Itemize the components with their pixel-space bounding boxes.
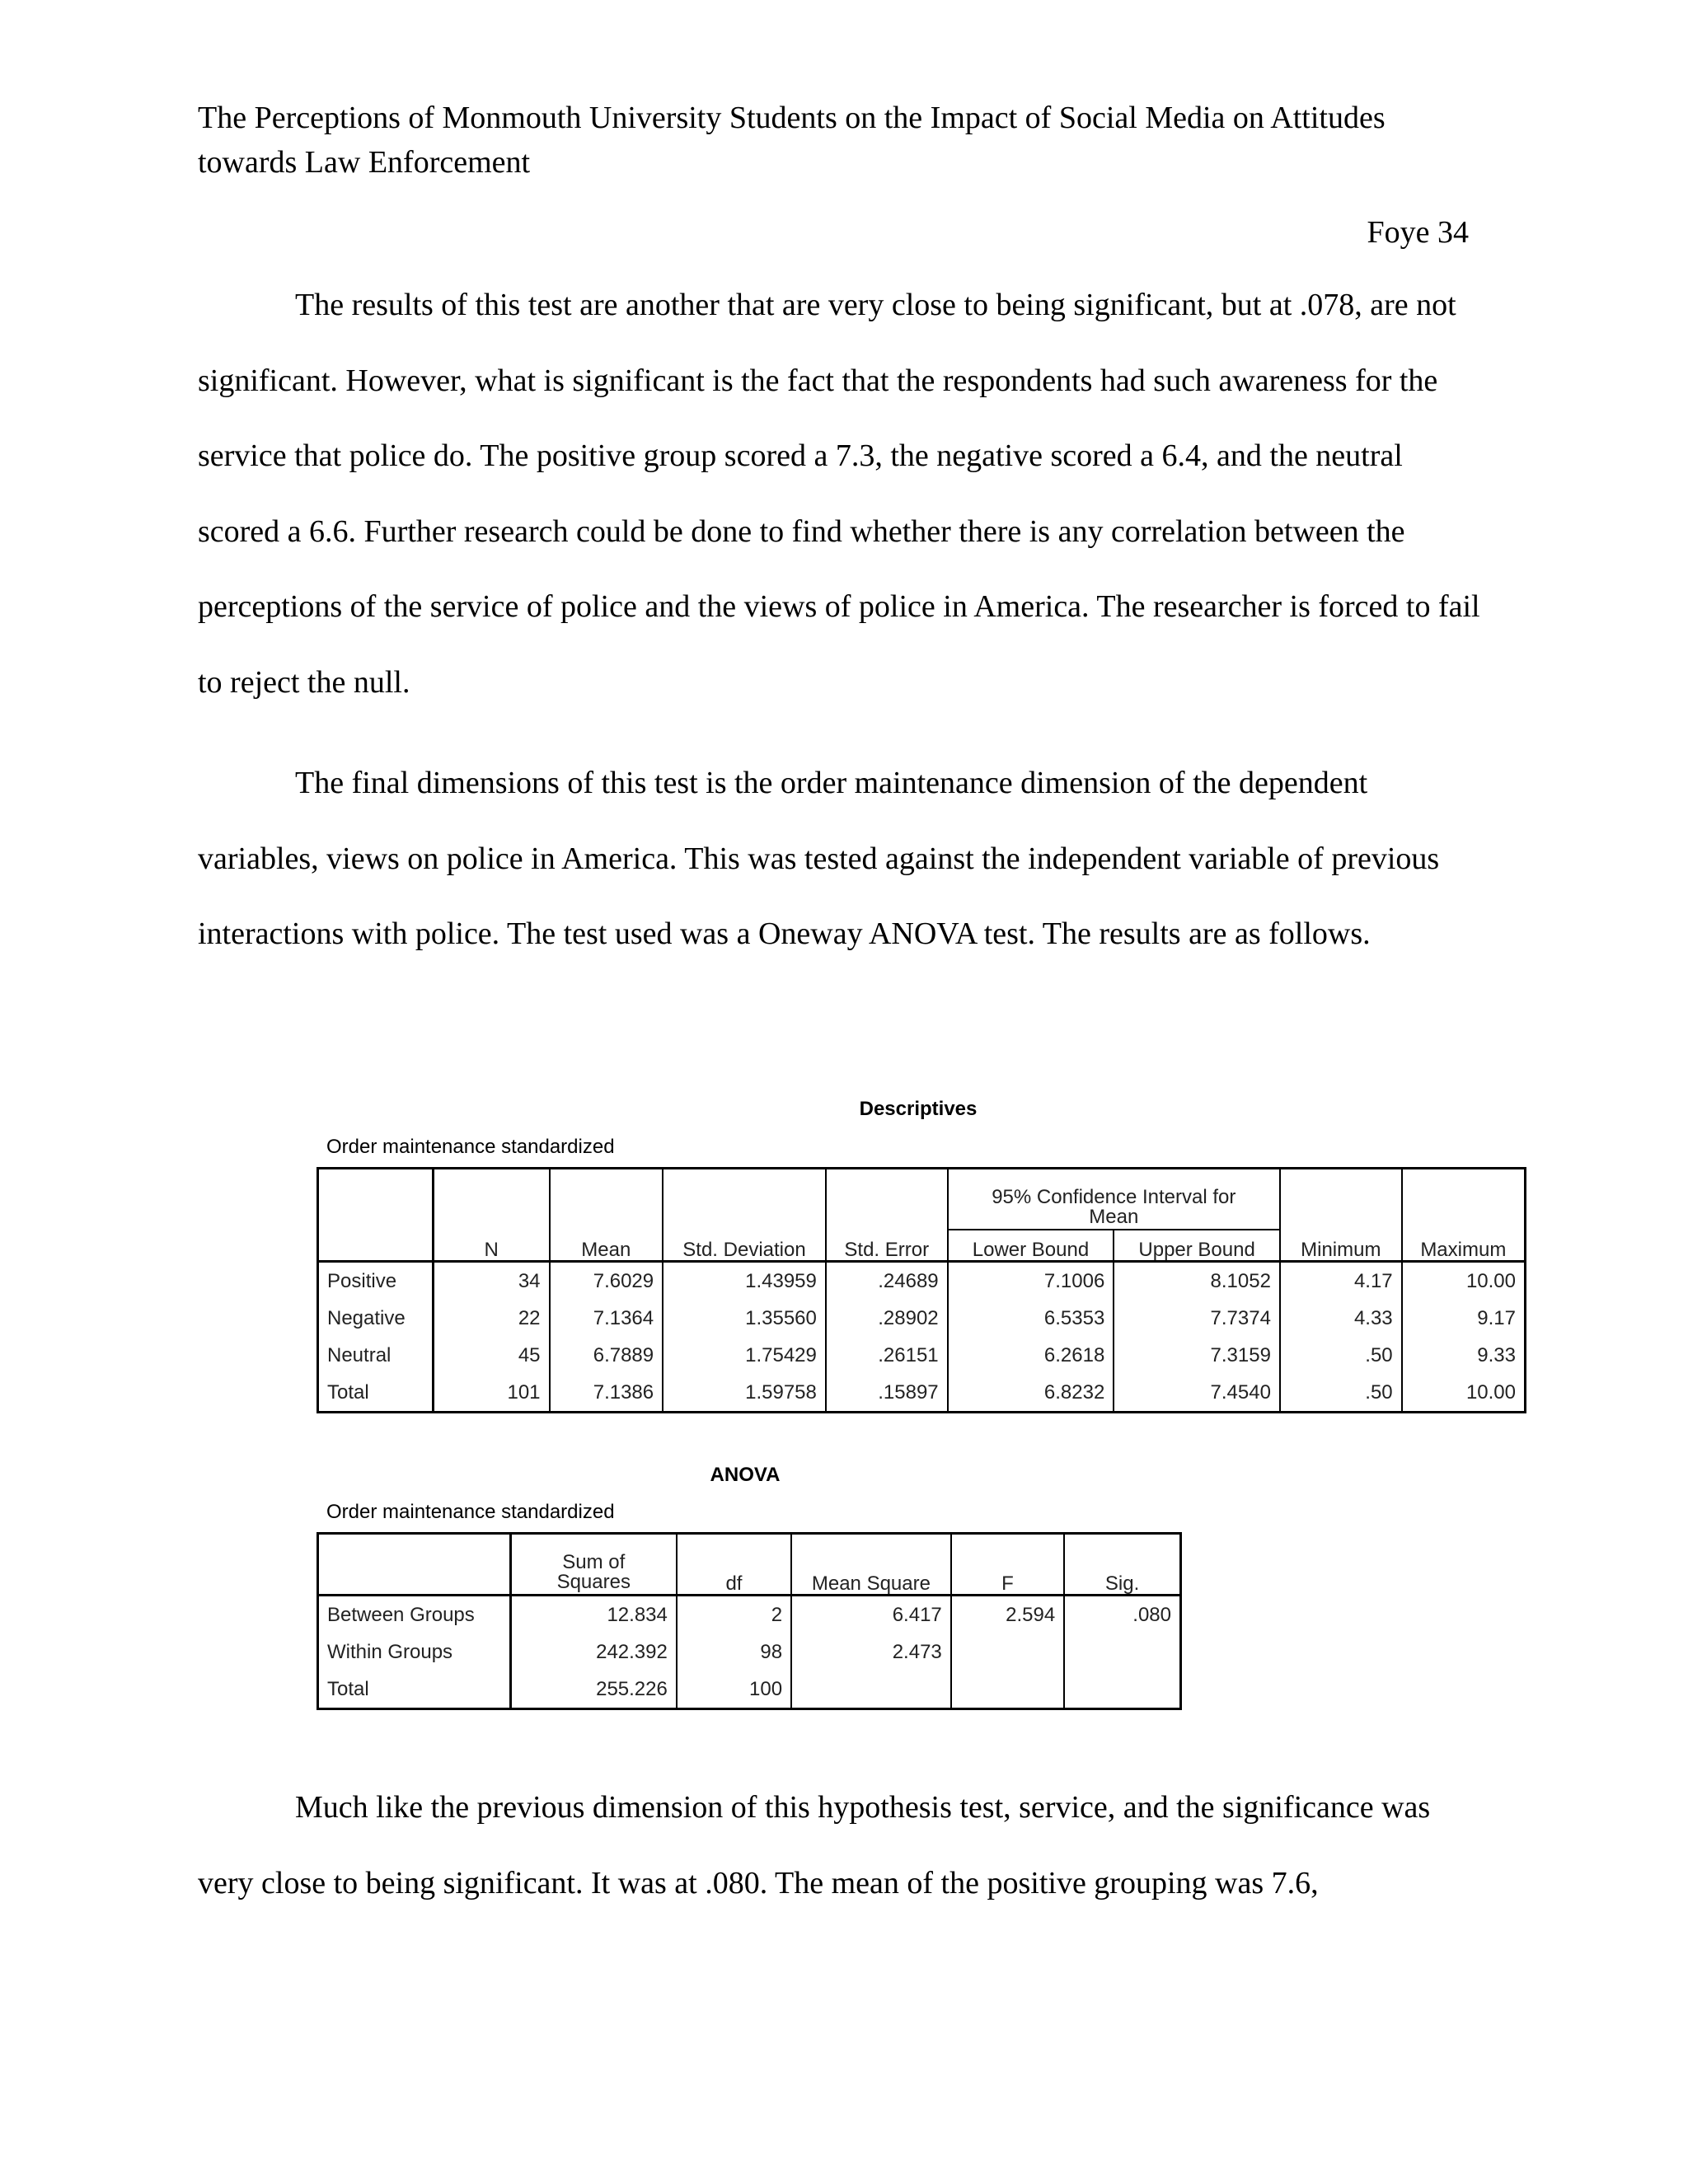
row-label: Positive [318,1262,434,1301]
table-row [318,1300,1526,1337]
descriptives-caption: Descriptives [859,1098,978,1120]
table-cell: 255.226 [510,1671,677,1709]
table-cell: 2.594 [951,1596,1064,1634]
table-cell: 45 [433,1337,549,1374]
table-cell: 1.43959 [663,1262,826,1301]
table-cell: 2.473 [791,1633,951,1671]
paragraph-text: Much like the previous dimension of this hypothesis test, service, and the significance was very close to being significant. It was at .080. The mean of the positive grouping was 7.6, [198,1790,1431,1900]
column-header: N [433,1230,549,1262]
table-cell [1064,1671,1180,1709]
table-row [318,1337,1526,1374]
column-header: Minimum [1280,1230,1402,1262]
table-cell [951,1633,1064,1671]
table-cell: 34 [433,1262,549,1301]
table-cell: 7.1006 [948,1262,1114,1301]
column-header: Sig. [1064,1534,1180,1596]
table-cell: 98 [677,1633,791,1671]
table-cell: 1.75429 [663,1337,826,1374]
table-cell: .28902 [826,1300,948,1337]
table-cell: 9.33 [1402,1337,1526,1374]
ci-header: 95% Confidence Interval for Mean [948,1169,1280,1230]
table-cell: 4.33 [1280,1300,1402,1337]
row-label: Total [327,1380,369,1404]
table-cell: 7.3159 [1114,1337,1280,1374]
table-cell: 6.5353 [948,1300,1114,1337]
row-label: Total [327,1677,369,1700]
table-cell: 7.4540 [1114,1374,1280,1413]
table-cell: 100 [677,1671,791,1709]
paragraph-text: The final dimensions of this test is the order maintenance dimension of the dependent variables, views on police in America. This was tested against the independent variable of previous interactions with police. The test used was a Oneway ANOVA test. The results are as follows. [198,766,1440,951]
column-header: Std. Error [826,1230,948,1262]
row-label: Within Groups [327,1640,453,1663]
header-cell [550,1169,663,1230]
header-cell [433,1169,549,1230]
paragraph-text: The results of this test are another that are very close to being significant, but at .078, are not significant. However, what is significant is the fact that the respondents had such awareness for the service that police do. The positive group scored a 7.3, the negative scored a 6.4, and the neutral scored a 6.6. Further research could be done to find whether there is any correlation between the perceptions of the service of police and the views of police in America. The researcher is forced to fail to reject the null. [198,288,1480,700]
table-cell: 1.35560 [663,1300,826,1337]
paragraph [198,746,1488,972]
header-cell [663,1169,826,1230]
table-cell: 242.392 [510,1633,677,1671]
column-header: Std. Deviation [663,1230,826,1262]
table-row [318,1374,1526,1413]
table-cell: 22 [433,1300,549,1337]
table-cell: 2 [677,1596,791,1634]
anova-table [316,1532,1182,1710]
paragraph [198,268,1488,720]
table-cell: 12.834 [510,1596,677,1634]
column-header: Mean [550,1230,663,1262]
table-cell: 10.00 [1402,1262,1526,1301]
header-cell [1280,1169,1402,1230]
header-cell [318,1230,434,1262]
table-cell: 6.417 [791,1596,951,1634]
column-header: F [951,1534,1064,1596]
table-row [318,1262,1526,1301]
table-cell: .50 [1280,1374,1402,1413]
paragraph [198,1770,1488,1921]
row-label: Neutral [327,1343,392,1366]
row-label: Between Groups [318,1596,511,1634]
column-header: df [677,1534,791,1596]
table-cell: 7.6029 [550,1262,663,1301]
table-cell: 6.7889 [550,1337,663,1374]
header-cell [318,1534,511,1596]
header-cell [1402,1169,1526,1230]
table-cell [1064,1633,1180,1671]
anova-variable-label: Order maintenance standardized [326,1501,615,1523]
table-cell: .24689 [826,1262,948,1301]
table-cell: 7.1364 [550,1300,663,1337]
table-cell: 7.7374 [1114,1300,1280,1337]
column-header: Mean Square [791,1534,951,1596]
table-cell: .26151 [826,1337,948,1374]
table-cell: 6.2618 [948,1337,1114,1374]
column-header: Upper Bound [1114,1230,1280,1262]
table-cell [791,1671,951,1709]
table-cell: .15897 [826,1374,948,1413]
table-row [318,1596,1181,1634]
table-cell: 9.17 [1402,1300,1526,1337]
table-cell: 6.8232 [948,1374,1114,1413]
table-cell: .50 [1280,1337,1402,1374]
table-row [318,1633,1181,1671]
descriptives-variable-label: Order maintenance standardized [326,1136,615,1158]
descriptives-table [316,1167,1526,1413]
table-cell: 1.59758 [663,1374,826,1413]
table-cell: 4.17 [1280,1262,1402,1301]
row-label: Negative [327,1306,406,1329]
table-cell [951,1671,1064,1709]
anova-caption: ANOVA [710,1464,781,1486]
running-header: The Perceptions of Monmouth University Students on the Impact of Social Media on Attitudes towards Law Enforcement [198,101,1386,180]
table-cell: 10.00 [1402,1374,1526,1413]
header-cell [826,1169,948,1230]
column-header: Maximum [1402,1230,1526,1262]
table-row [318,1671,1181,1709]
header-cell [318,1169,434,1230]
page-number: Foye 34 [1367,215,1469,250]
table-cell: .080 [1064,1596,1180,1634]
column-header: Sum of Squares [510,1534,677,1596]
table-cell: 101 [433,1374,549,1413]
table-cell: 7.1386 [550,1374,663,1413]
column-header: Lower Bound [948,1230,1114,1262]
table-cell: 8.1052 [1114,1262,1280,1301]
